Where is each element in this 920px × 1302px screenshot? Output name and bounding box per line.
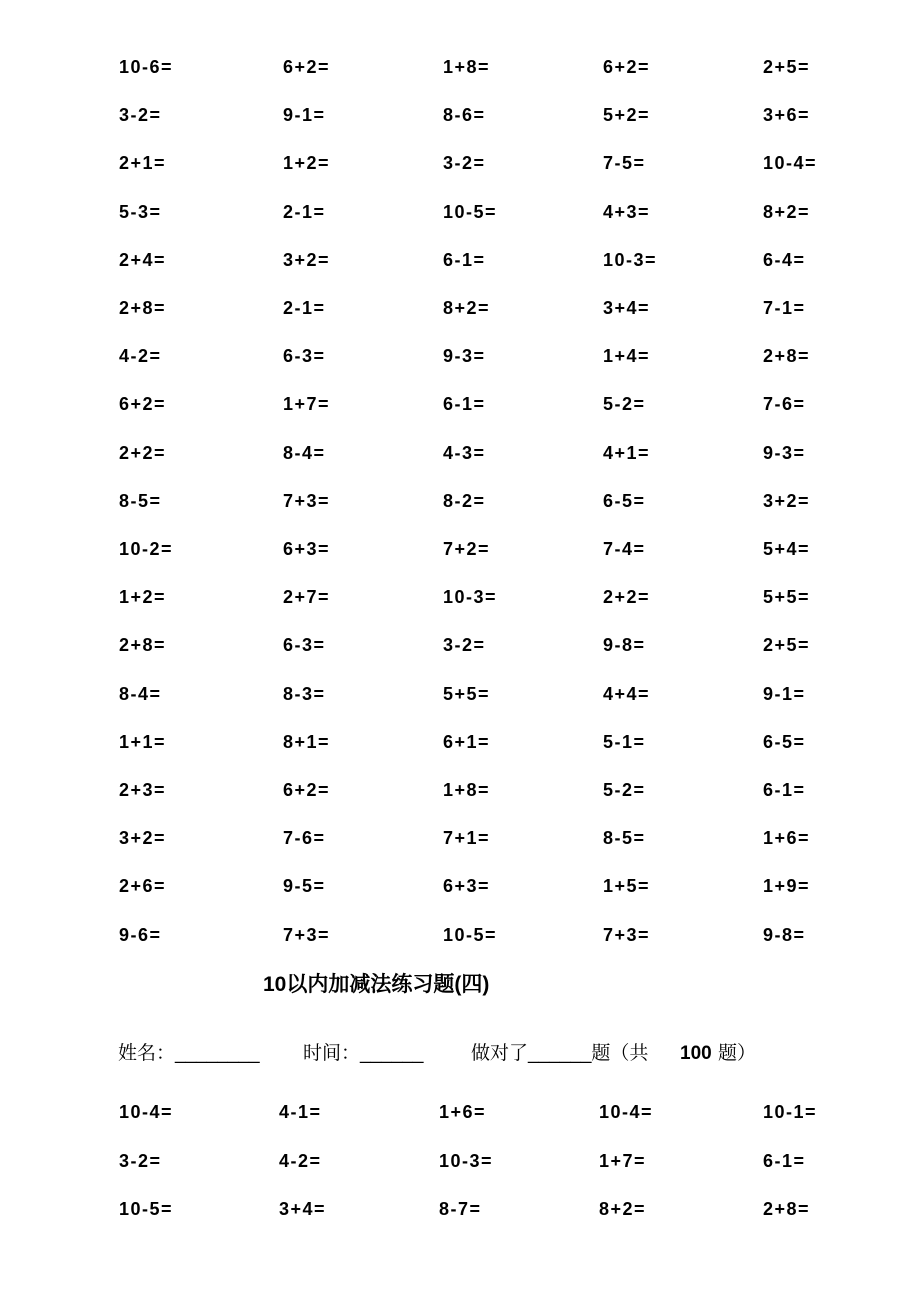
math-problem: 8-7= [439, 1199, 482, 1219]
math-problem: 1+4= [603, 346, 651, 367]
math-problem: 6-1= [443, 394, 486, 415]
math-problem: 7+2= [443, 539, 491, 559]
math-problem: 7-6= [763, 394, 806, 415]
problem-row [0, 197, 920, 227]
student-info-line [118, 1038, 838, 1070]
math-problem: 2+5= [763, 57, 811, 77]
math-problem: 5+5= [443, 683, 491, 704]
math-problem: 1+5= [603, 876, 651, 897]
math-problem: 6-1= [763, 780, 806, 800]
math-problem: 9-3= [763, 442, 806, 463]
problem-row [0, 823, 920, 853]
math-problem: 9-6= [119, 924, 162, 945]
math-problem: 6-5= [763, 731, 806, 752]
math-problem: 2+5= [763, 635, 811, 656]
math-problem: 10-4= [119, 1102, 174, 1122]
math-problem: 3+2= [119, 828, 167, 849]
problem-row [0, 486, 920, 516]
math-problem: 1+6= [763, 828, 811, 849]
math-problem: 1+7= [283, 394, 331, 415]
math-problem: 7-1= [763, 298, 806, 318]
score-field-prefix: 做对了______题（共 [471, 1043, 649, 1064]
math-problem: 2+8= [763, 346, 811, 367]
math-problem: 9-5= [283, 876, 326, 897]
math-problem: 2+1= [119, 153, 167, 174]
math-problem: 3+4= [279, 1199, 327, 1219]
math-problem: 8+2= [443, 298, 491, 318]
problem-row [0, 438, 920, 468]
math-problem: 4+4= [603, 683, 651, 704]
problem-row [0, 534, 920, 564]
math-problem: 2+8= [119, 298, 167, 318]
problem-row [0, 920, 920, 950]
problem-row [0, 1146, 920, 1176]
math-problem: 2+2= [603, 587, 651, 608]
math-problem: 6+3= [443, 876, 491, 897]
math-problem: 2-1= [283, 298, 326, 318]
math-problem: 2+8= [763, 1199, 811, 1219]
problem-row [0, 630, 920, 660]
problem-row [0, 52, 920, 82]
problem-row [0, 582, 920, 612]
math-problem: 3+6= [763, 105, 811, 126]
math-problem: 9-8= [763, 924, 806, 945]
math-problem: 6+2= [119, 394, 167, 415]
math-problem: 10-3= [439, 1150, 494, 1171]
math-problem: 1+2= [283, 153, 331, 174]
math-problem: 6-1= [763, 1150, 806, 1171]
math-problem: 4-2= [119, 346, 162, 367]
math-problem: 2+7= [283, 587, 331, 608]
problem-row [0, 775, 920, 805]
math-problem: 1+1= [119, 731, 167, 752]
math-problem: 6+3= [283, 539, 331, 559]
problem-row [0, 293, 920, 323]
math-problem: 8-2= [443, 490, 486, 511]
problem-row [0, 389, 920, 419]
math-problem: 5+2= [603, 105, 651, 126]
math-problem: 8-6= [443, 105, 486, 126]
math-problem: 7-4= [603, 539, 646, 559]
worksheet-title: 10以内加减法练习题(四) [263, 973, 490, 996]
math-problem: 9-8= [603, 635, 646, 656]
math-problem: 6-1= [443, 249, 486, 270]
math-problem: 2+6= [119, 876, 167, 897]
time-field-label: 时间：______ [303, 1043, 424, 1064]
math-problem: 9-1= [283, 105, 326, 126]
math-problem: 4+1= [603, 442, 651, 463]
math-problem: 8-5= [119, 490, 162, 511]
math-problem: 5+5= [763, 587, 811, 608]
math-problem: 8+2= [763, 201, 811, 222]
name-field-label: 姓名：________ [118, 1043, 260, 1064]
math-problem: 3-2= [119, 105, 162, 126]
math-problem: 8-4= [119, 683, 162, 704]
math-problem: 5-2= [603, 780, 646, 800]
problem-row [0, 100, 920, 130]
math-problem: 6-5= [603, 490, 646, 511]
math-problem: 3+4= [603, 298, 651, 318]
score-field-suffix: 题） [718, 1043, 757, 1064]
math-problem: 7+3= [603, 924, 651, 945]
math-problem: 10-6= [119, 57, 174, 77]
math-problem: 5+4= [763, 539, 811, 559]
problem-row [0, 871, 920, 901]
problem-row [0, 679, 920, 709]
math-problem: 2-1= [283, 201, 326, 222]
math-problem: 3-2= [443, 635, 486, 656]
math-problem: 10-1= [763, 1102, 818, 1122]
math-problem: 6-3= [283, 635, 326, 656]
math-problem: 6+2= [283, 780, 331, 800]
math-problem: 3-2= [119, 1150, 162, 1171]
math-problem: 2+8= [119, 635, 167, 656]
math-problem: 2+3= [119, 780, 167, 800]
math-problem: 8-3= [283, 683, 326, 704]
math-problem: 2+2= [119, 442, 167, 463]
math-problem: 7+1= [443, 828, 491, 849]
math-problem: 7-5= [603, 153, 646, 174]
math-problem: 6+2= [283, 57, 331, 77]
total-count: 100 [680, 1043, 712, 1064]
math-problem: 3-2= [443, 153, 486, 174]
math-problem: 6+2= [603, 57, 651, 77]
math-problem: 9-1= [763, 683, 806, 704]
math-problem: 4+3= [603, 201, 651, 222]
math-problem: 1+8= [443, 57, 491, 77]
problem-row [0, 1194, 920, 1224]
math-problem: 2+4= [119, 249, 167, 270]
math-problem: 10-3= [443, 587, 498, 608]
math-problem: 5-1= [603, 731, 646, 752]
math-problem: 10-3= [603, 249, 658, 270]
math-problem: 10-4= [599, 1102, 654, 1122]
math-problem: 7+3= [283, 924, 331, 945]
math-problem: 8+2= [599, 1199, 647, 1219]
math-problem: 4-3= [443, 442, 486, 463]
math-problem: 8-5= [603, 828, 646, 849]
math-problem: 1+2= [119, 587, 167, 608]
math-problem: 10-4= [763, 153, 818, 174]
problem-row [0, 341, 920, 371]
math-problem: 1+8= [443, 780, 491, 800]
math-problem: 3+2= [763, 490, 811, 511]
math-problem: 6-4= [763, 249, 806, 270]
problem-row [0, 148, 920, 178]
math-problem: 8-4= [283, 442, 326, 463]
math-problem: 1+9= [763, 876, 811, 897]
math-problem: 10-5= [443, 201, 498, 222]
math-problem: 10-5= [119, 1199, 174, 1219]
math-problem: 5-2= [603, 394, 646, 415]
math-problem: 1+6= [439, 1102, 487, 1122]
math-problem: 6+1= [443, 731, 491, 752]
problem-row [0, 1097, 920, 1127]
math-problem: 8+1= [283, 731, 331, 752]
problem-row [0, 727, 920, 757]
math-problem: 1+7= [599, 1150, 647, 1171]
math-problem: 9-3= [443, 346, 486, 367]
math-problem: 5-3= [119, 201, 162, 222]
math-problem: 7-6= [283, 828, 326, 849]
math-problem: 4-2= [279, 1150, 322, 1171]
math-problem: 7+3= [283, 490, 331, 511]
math-problem: 6-3= [283, 346, 326, 367]
math-problem: 10-5= [443, 924, 498, 945]
problem-row [0, 245, 920, 275]
math-problem: 4-1= [279, 1102, 322, 1122]
math-problem: 3+2= [283, 249, 331, 270]
math-problem: 10-2= [119, 539, 174, 559]
